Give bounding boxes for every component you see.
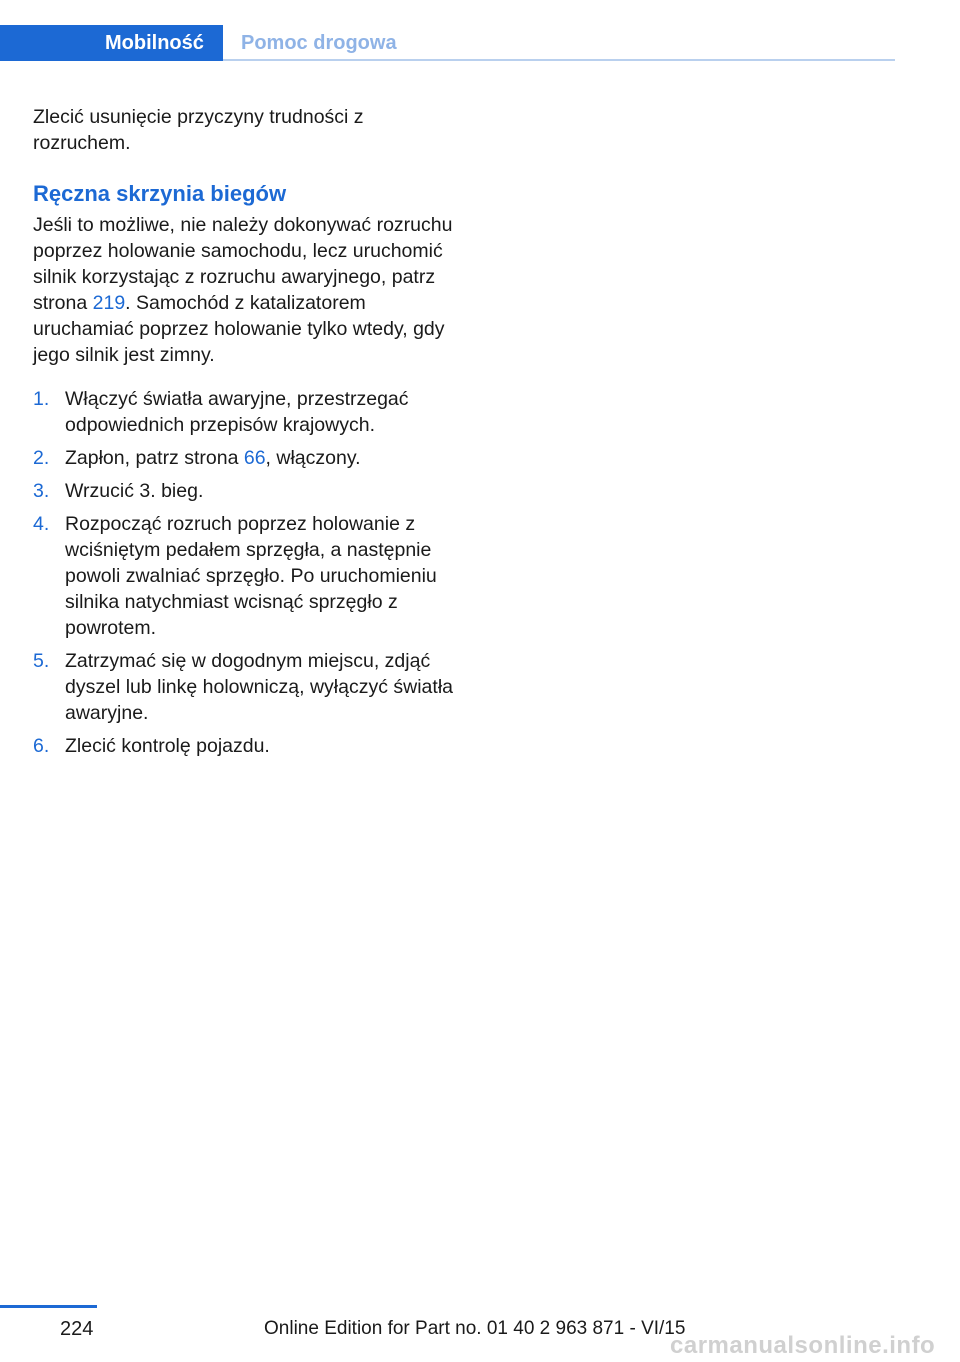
step-text: Zatrzymać się w dogodnym miejscu, zdjąć dyszel lub linkę holowniczą, wyłączyć światła awaryjne.: [65, 650, 453, 724]
tab-mobilnosc[interactable]: Mobilność: [0, 25, 223, 61]
page-link-219[interactable]: 219: [92, 292, 126, 314]
step-text: Zlecić kontrolę pojazdu.: [65, 735, 270, 757]
step-text: Wrzucić 3. bieg.: [65, 480, 204, 502]
step-number: 5.: [33, 650, 50, 672]
body-text-end: . Samochód z katalizatorem uruchamiać poprzez holowanie tylko wtedy, gdy jego silnik jest zimny.: [33, 292, 445, 366]
list-item: [33, 648, 453, 726]
list-item: [33, 478, 453, 504]
watermark: carmanualsonline.info: [670, 1332, 936, 1359]
body-paragraph: [33, 212, 453, 368]
step-text: Rozpocząć rozruch poprzez holowanie z wciśniętym pedałem sprzęgła, a następnie powoli zwalniać sprzęgło. Po uruchomieniu silnika natychmiast wcisnąć sprzęgło z powrotem.: [65, 513, 437, 639]
page-number: 224: [60, 1318, 94, 1340]
step-number: 6.: [33, 735, 50, 757]
list-item: [33, 386, 453, 438]
step-number: 3.: [33, 480, 50, 502]
step-text-end: , włączony.: [265, 447, 361, 469]
step-number: 2.: [33, 447, 50, 469]
step-text: Zapłon, patrz strona: [65, 447, 244, 469]
header: [0, 25, 895, 61]
edition-info: Online Edition for Part no. 01 40 2 963 871 - VI/15: [264, 1318, 686, 1339]
step-text: Włączyć światła awaryjne, przestrzegać odpowiednich przepisów krajowych.: [65, 388, 409, 436]
page-link-66[interactable]: 66: [243, 447, 266, 469]
list-item: [33, 445, 453, 471]
intro-paragraph: Zlecić usunięcie przyczyny trudności z rozruchem.: [33, 106, 364, 154]
section-title: Ręczna skrzynia biegów: [33, 181, 287, 206]
main-content: [33, 104, 453, 766]
step-number: 1.: [33, 388, 50, 410]
tab-pomoc-drogowa[interactable]: Pomoc drogowa: [241, 32, 397, 54]
step-number: 4.: [33, 513, 50, 535]
list-item: [33, 511, 453, 641]
body-text-start: Jeśli to możliwe, nie należy dokonywać rozruchu poprzez holowanie samochodu, lecz uruchomić silnik korzystając z rozruchu awaryjnego, patrz strona: [33, 214, 453, 314]
header-divider: [223, 59, 895, 61]
steps-list: [33, 386, 453, 759]
list-item: [33, 733, 453, 759]
footer-accent-bar: [0, 1305, 97, 1308]
